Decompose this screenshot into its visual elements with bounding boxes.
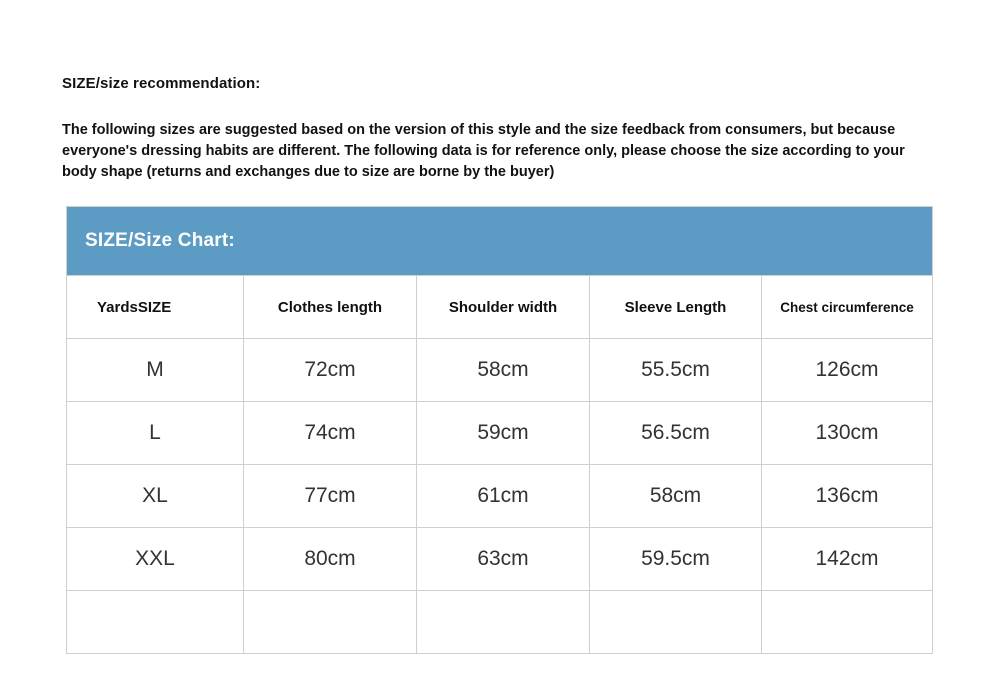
cell-sleeve-length: 58cm (590, 465, 762, 528)
cell-size: M (67, 339, 244, 402)
cell-clothes-length: 77cm (244, 465, 417, 528)
cell-sleeve-length: 55.5cm (590, 339, 762, 402)
chart-title-row (67, 207, 933, 276)
table-row (67, 528, 933, 591)
cell-shoulder-width (417, 591, 590, 654)
cell-size: L (67, 402, 244, 465)
table-row (67, 402, 933, 465)
intro-paragraph: The following sizes are suggested based on the version of this style and the size feedback from consumers, but because everyone's dressing habits are different. The following data is for reference only, please choose the size according to your body shape (returns and exchanges due to size are borne by the buyer) (62, 122, 905, 181)
cell-clothes-length (244, 591, 417, 654)
table-header-row (67, 276, 933, 339)
cell-size: XXL (67, 528, 244, 591)
size-chart-table-wrapper (66, 206, 932, 654)
chart-title: SIZE/Size Chart: (85, 230, 235, 251)
cell-shoulder-width: 59cm (417, 402, 590, 465)
cell-clothes-length: 80cm (244, 528, 417, 591)
cell-chest-circumference: 142cm (762, 528, 933, 591)
column-header-sleeve-length: Sleeve Length (590, 276, 762, 339)
column-header-chest-circumference: Chest circumference (762, 276, 933, 339)
cell-sleeve-length: 56.5cm (590, 402, 762, 465)
table-row (67, 465, 933, 528)
column-header-shoulder-width: Shoulder width (417, 276, 590, 339)
cell-chest-circumference: 130cm (762, 402, 933, 465)
table-row-empty (67, 591, 933, 654)
page-title: SIZE/size recommendation: (62, 75, 261, 92)
size-chart-table (66, 206, 933, 654)
table-row (67, 339, 933, 402)
cell-sleeve-length: 59.5cm (590, 528, 762, 591)
cell-size (67, 591, 244, 654)
cell-chest-circumference: 136cm (762, 465, 933, 528)
column-header-yards-size: YardsSIZE (67, 276, 244, 339)
cell-chest-circumference (762, 591, 933, 654)
cell-size: XL (67, 465, 244, 528)
cell-clothes-length: 72cm (244, 339, 417, 402)
column-header-clothes-length: Clothes length (244, 276, 417, 339)
cell-shoulder-width: 63cm (417, 528, 590, 591)
cell-shoulder-width: 61cm (417, 465, 590, 528)
cell-chest-circumference: 126cm (762, 339, 933, 402)
cell-shoulder-width: 58cm (417, 339, 590, 402)
chart-title-cell (67, 207, 933, 276)
cell-sleeve-length (590, 591, 762, 654)
cell-clothes-length: 74cm (244, 402, 417, 465)
